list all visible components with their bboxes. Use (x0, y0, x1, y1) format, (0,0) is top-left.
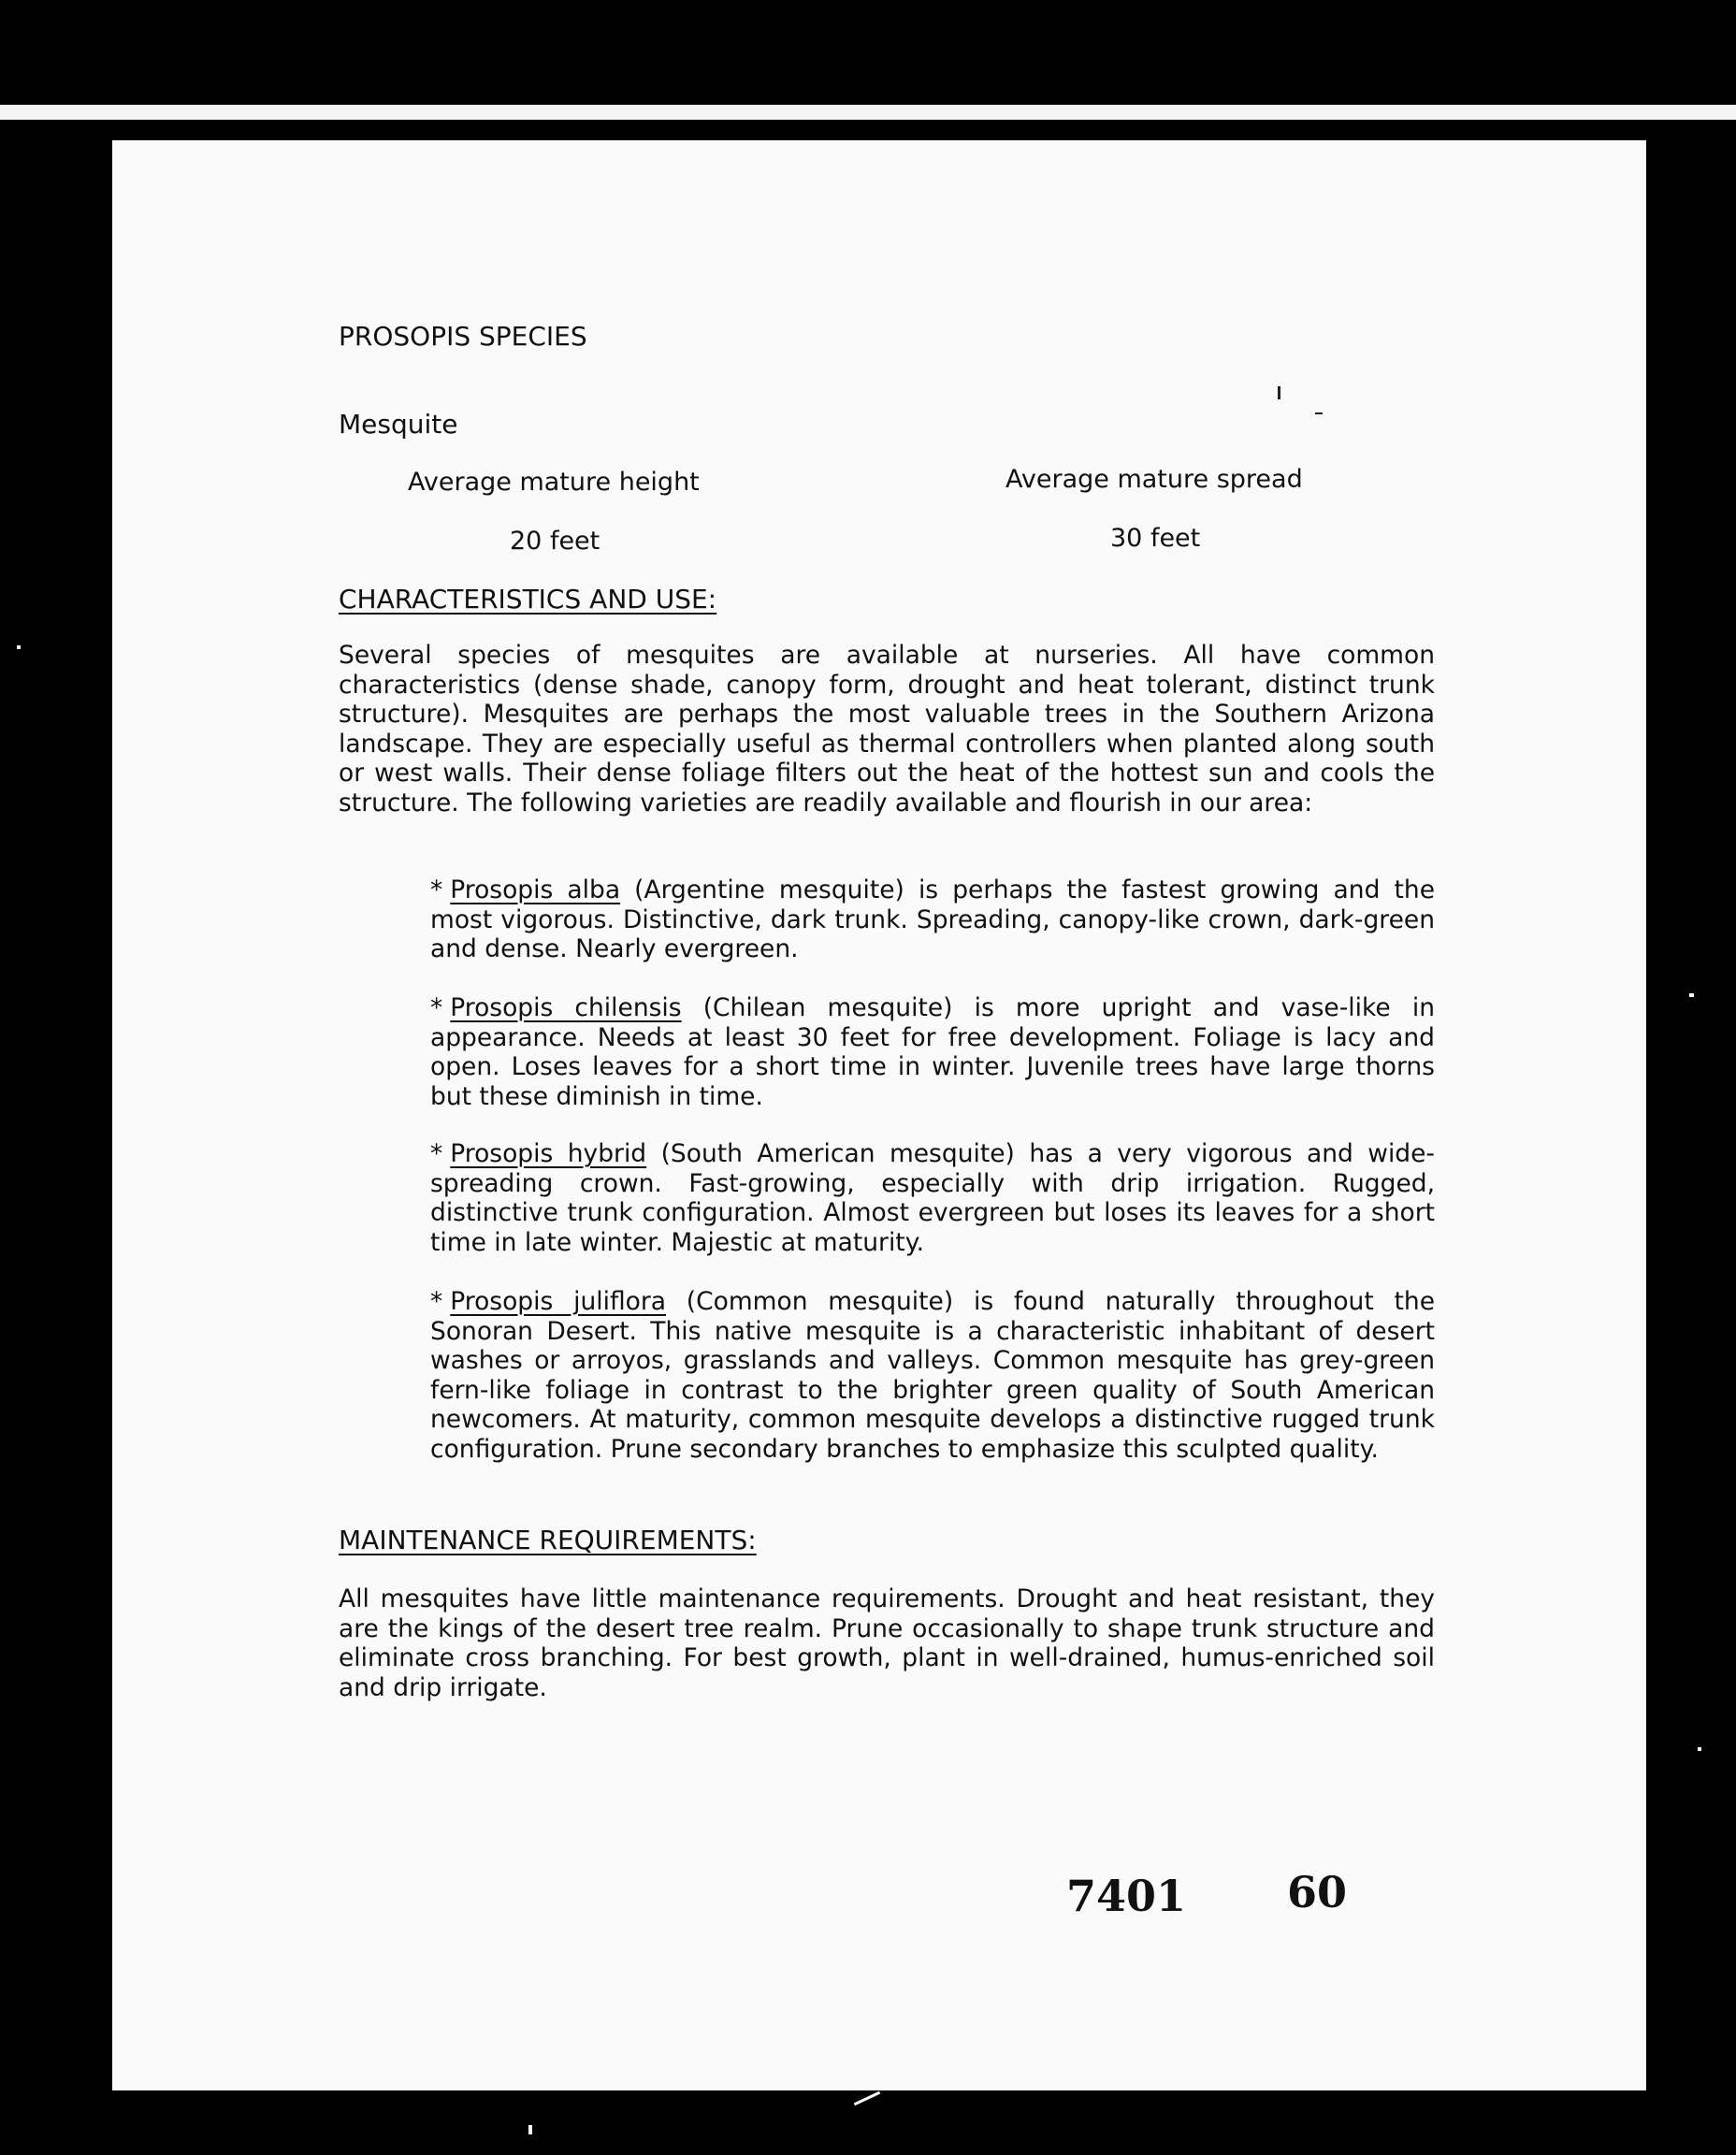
maintenance-heading: MAINTENANCE REQUIREMENTS: (339, 1525, 757, 1555)
variety-item (430, 1287, 1435, 1464)
scan-speck (528, 2125, 532, 2134)
characteristics-paragraph: Several species of mesquites are available at nurseries. All have common characteristics (dense shade, canopy form, drought and heat tolerant, distinct trunk structure). Mesquites are perhaps the most valuable trees in the Southern Arizona landscape. They are especially useful as thermal controllers when planted along south or west walls. Their dense foliage filters out the heat of the hottest sun and cools the structure. The following varieties are readily available and flourish in our area: (339, 641, 1435, 817)
scan-speck (1278, 386, 1280, 399)
variety-item (430, 875, 1435, 964)
scan-speck (1698, 1747, 1701, 1751)
characteristics-heading: CHARACTERISTICS AND USE: (339, 584, 717, 615)
bullet-star: * (430, 1287, 443, 1316)
species-description: (Common mesquite) is found naturally throughout the Sonoran Desert. This native mesquite is a characteristic inhabitant of desert washes or arroyos, grasslands and valleys. Common mesquite has grey-green fern-like foliage in contrast to the brighter green quality of South American newcomers. At maturity, common mesquite develops a distinctive rugged trunk configuration. Prune secondary branches to emphasize this sculpted quality. (430, 1287, 1435, 1464)
height-label: Average mature height (408, 468, 700, 497)
species-name: Prosopis hybrid (450, 1139, 647, 1168)
scan-speck (138, 1807, 142, 1813)
scan-border-strip (0, 105, 1736, 120)
scan-speck (17, 645, 21, 649)
scan-speck (120, 264, 124, 268)
height-value: 20 feet (510, 527, 600, 556)
bullet-star: * (430, 993, 443, 1022)
scan-speck (854, 2091, 880, 2105)
species-description: (Chilean mesquite) is more upright and vase-like in appearance. Needs at least 30 feet for free development. Foliage is lacy and open. Loses leaves for a short time in winter. Juvenile trees have large thorns but these diminish in time. (430, 993, 1435, 1111)
page-title: PROSOPIS SPECIES (339, 321, 587, 352)
maintenance-paragraph: All mesquites have little maintenance requirements. Drought and heat resistant, they are the kings of the desert tree realm. Prune occasionally to shape trunk structure and eliminate cross branching. For best growth, plant in well-drained, humus-enriched soil and drip irrigate. (339, 1584, 1435, 1702)
species-name: Prosopis alba (450, 875, 621, 904)
species-name: Prosopis juliflora (450, 1287, 667, 1316)
species-name: Prosopis chilensis (450, 993, 682, 1022)
species-description: (South American mesquite) has a very vigorous and wide-spreading crown. Fast-growing, especially with drip irrigation. Rugged, distinctive trunk configuration. Almost evergreen but loses its leaves for a short time in late winter. Majestic at maturity. (430, 1139, 1435, 1257)
scan-speck (1689, 993, 1694, 997)
spread-value: 30 feet (1110, 524, 1201, 553)
page-number: 60 (1287, 1867, 1348, 1917)
common-name: Mesquite (339, 409, 458, 440)
document-code: 7401 (1066, 1871, 1187, 1921)
scan-speck (1315, 412, 1323, 414)
variety-item (430, 993, 1435, 1111)
bullet-star: * (430, 875, 443, 904)
bullet-star: * (430, 1139, 443, 1168)
species-description: (Argentine mesquite) is perhaps the fastest growing and the most vigorous. Distinctive, dark trunk. Spreading, canopy-like crown, dark-green and dense. Nearly evergreen. (430, 875, 1435, 963)
variety-item (430, 1139, 1435, 1257)
spread-label: Average mature spread (1005, 465, 1303, 494)
